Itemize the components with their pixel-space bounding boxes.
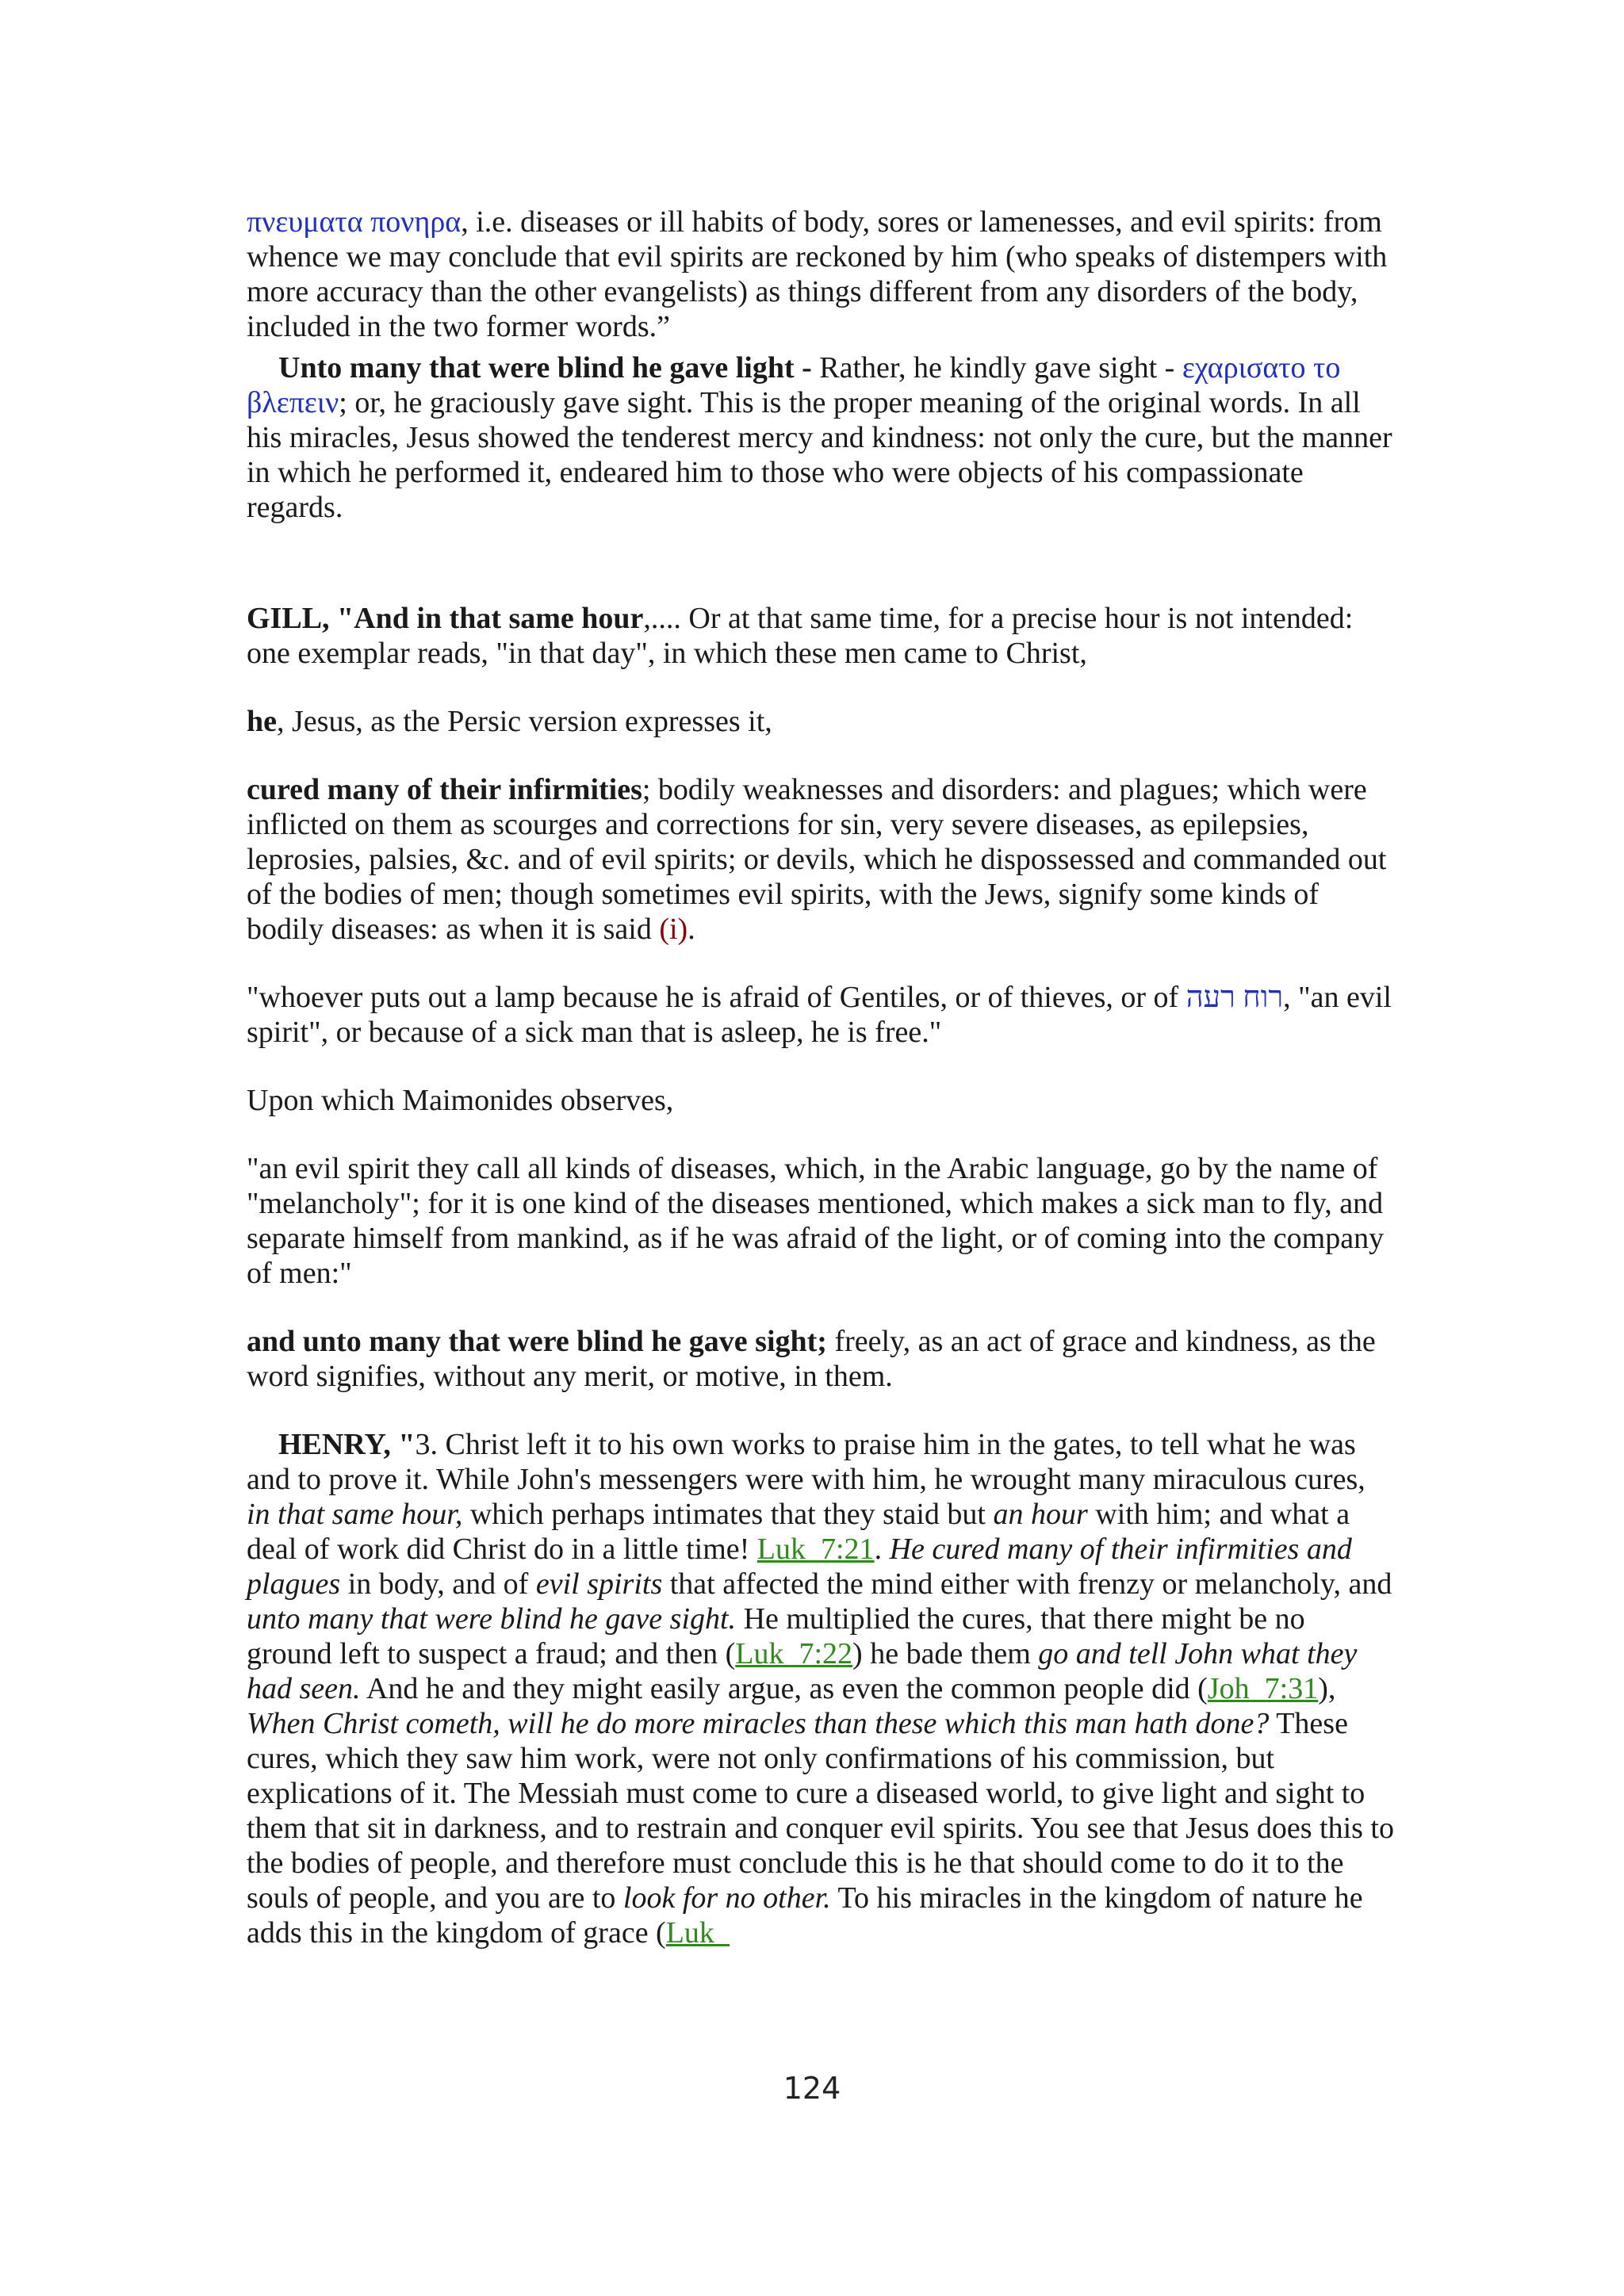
hebrew-text: רוח רעה [1185, 981, 1284, 1014]
paragraph-blind-sight: and unto many that were blind he gave sight; freely, as an act of grace and kindness, as the word signifies, without any merit, or motive, in them. [247, 1325, 1376, 1393]
paragraph-evil-spirit-quote: "an evil spirit they call all kinds of diseases, which, in the Arabic language, go by the name of "melancholy"; for it is one kind of the diseases mentioned, which makes a sick man to fly, and separate himself from mankind, as if he was afraid of the light, or of coming into the company of men:" [247, 1152, 1385, 1290]
scripture-link[interactable]: Joh_7:31 [1207, 1672, 1319, 1705]
scripture-link[interactable]: Luk_ [665, 1916, 730, 1950]
page-number: 124 [783, 2071, 841, 2106]
paragraph-henry: HENRY, "3. Christ left it to his own works to praise him in the gates, to tell what he was and to prove it. While John's messengers were with him, he wrought many miraculous cures, in that same hour, which perhaps intimates that they staid but an hour with him; and what a deal of work did Christ do in a little time! Luk_7:21. He cured many of their infirmities and plagues in body, and of evil spirits that affected the mind either with frenzy or melancholy, and unto many that were blind he gave sight. He multiplied the cures, that there might be no ground left to suspect a fraud; and then (Luk_7:22) he bade them go and tell John what they had seen. And he and they might easily argue, as even the common people did (Joh_7:31), When Christ cometh, will he do more miracles than these which this man hath done? These cures, which they saw him work, were not only confirmations of his commission, but explications of it. The Messiah must come to cure a diseased world, to give light and sight to them that sit in darkness, and to restrain and conquer evil spirits. You see that Jesus does this to the bodies of people, and therefore must conclude this is he that should come to do it to the souls of people, and you are to look for no other. To his miracles in the kingdom of nature he adds this in the kingdom of grace (Luk_ [247, 1428, 1394, 1950]
scripture-link[interactable]: Luk_7:22 [735, 1637, 853, 1670]
greek-text: εχαρισατο το βλεπειν [247, 351, 1341, 419]
verse-heading: Unto many that were blind he gave light - [278, 351, 812, 385]
scripture-link[interactable]: Luk_7:21 [756, 1533, 875, 1566]
footnote-reference[interactable]: (i) [659, 913, 688, 946]
commentator-heading: GILL, "And in that same hour [247, 602, 644, 635]
paragraph-whoever: "whoever puts out a lamp because he is afraid of Gentiles, or of thieves, or of רוח רעה, "an evil spirit", or because of a sick man that is asleep, he is free." [247, 981, 1392, 1049]
paragraph-gill: GILL, "And in that same hour,.... Or at that same time, for a precise hour is not intended: one exemplar reads, "in that day", in which these men came to Christ, [247, 602, 1354, 670]
commentator-heading: HENRY, " [278, 1428, 416, 1461]
document-body [247, 205, 1395, 1950]
paragraph-maimonides: Upon which Maimonides observes, [247, 1084, 674, 1117]
paragraph-barnes-continuation: πνευματα πονηρα, i.e. diseases or ill habits of body, sores or lamenesses, and evil spirits: from whence we may conclude that evil spirits are reckoned by him (who speaks of distempers with more accuracy than the other evangelists) as things different from any disorders of the body, included in the two former words.” [247, 205, 1388, 343]
paragraph-he: he, Jesus, as the Persic version expresses it, [247, 705, 772, 738]
paragraph-cured: cured many of their infirmities; bodily weaknesses and disorders: and plagues; which were inflicted on them as scourges and corrections for sin, very severe diseases, as epilepsies, leprosies, palsies, &c. and of evil spirits; or devils, which he dispossessed and commanded out of the bodies of men; though sometimes evil spirits, with the Jews, signify some kinds of bodily diseases: as when it is said (i). [247, 773, 1387, 946]
greek-text: πνευματα πονηρα [247, 205, 462, 239]
paragraph-blind-light: Unto many that were blind he gave light - Rather, he kindly gave sight - εχαρισατο το βλεπειν; or, he graciously gave sight. This is the proper meaning of the original words. In all his miracles, Jesus showed the tenderest mercy and kindness: not only the cure, but the manner in which he performed it, endeared him to those who were objects of his compassionate regards. [247, 351, 1392, 524]
